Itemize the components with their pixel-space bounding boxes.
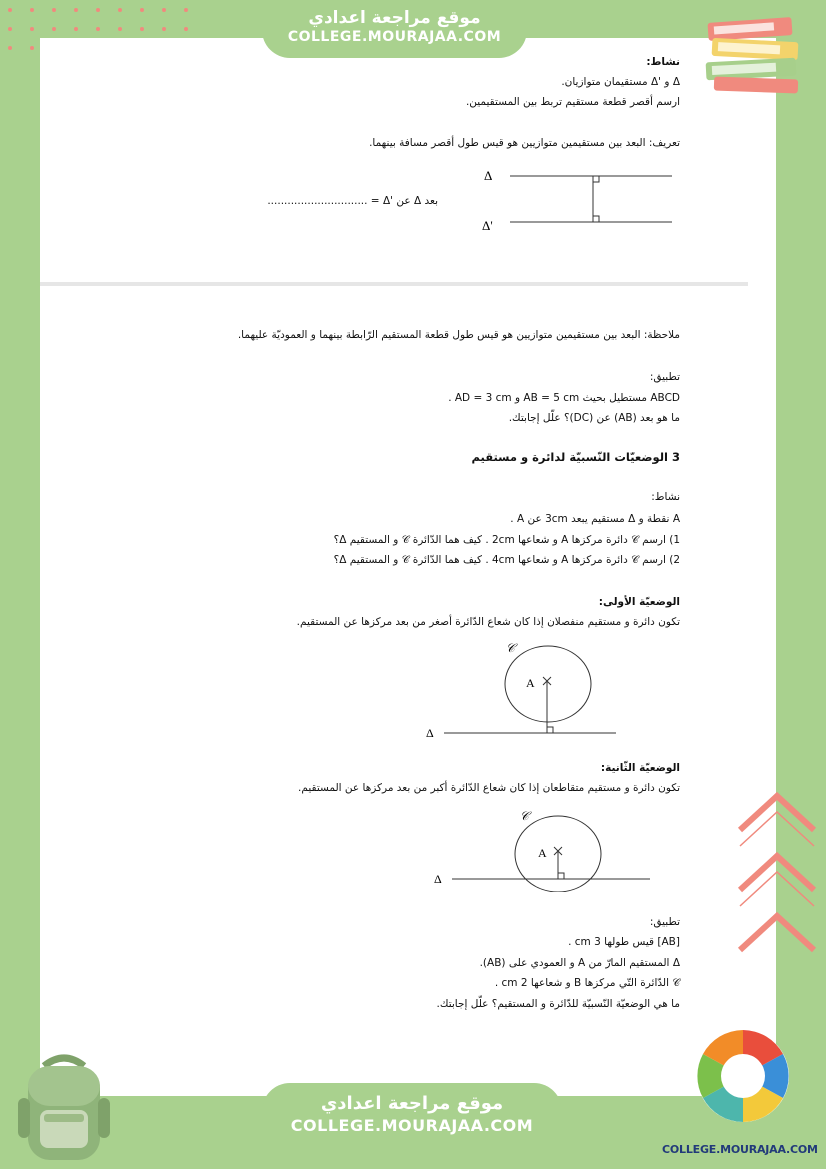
activity1-line2: ارسم أقصر قطعة مستقيم تربط بين المستقيمين. <box>465 96 680 108</box>
application1-line1: ABCD مستطيل بحيث AB = 5 cm و AD = 3 cm . <box>448 392 680 404</box>
logo-caption: COLLEGE.MOURAJAA.COM <box>662 1143 818 1156</box>
section-3-heading: 3 الوضعيّات النّسبيّة لدائرة و مستقيم <box>471 450 680 464</box>
parallel-lines-figure <box>470 162 680 234</box>
application2-line3: 𝒞 الدّائرة التّي مركزها B و شعاعها 2 cm . <box>494 977 680 989</box>
center-label: A <box>526 676 535 690</box>
site-name: موقع مراجعة اعدادي <box>308 8 481 28</box>
circle-intersect-figure <box>430 806 654 892</box>
site-url-bottom[interactable]: COLLEGE.MOURAJAA.COM <box>290 1116 534 1135</box>
case2-text: تكون دائرة و مستقيم متقاطعان إذا كان شعاع الدّائرة أكبر من بعد مركزها عن المستقيم. <box>298 782 680 794</box>
distance-label: بعد Δ عن 'Δ = .............................. <box>267 195 438 207</box>
delta-prime-label: Δ' <box>482 218 493 233</box>
center-label-2: A <box>538 846 547 860</box>
site-url[interactable]: COLLEGE.MOURAJAA.COM <box>287 29 502 45</box>
activity2-title: نشاط: <box>651 491 680 503</box>
chevron-up-icon <box>732 790 822 960</box>
delta-label-2: Δ <box>426 726 434 740</box>
top-banner <box>262 0 527 58</box>
activity1-line1: Δ و 'Δ مستقيمان متوازيان. <box>561 76 680 88</box>
activity1-title: نشاط: <box>646 56 680 68</box>
activity2-line1: A نقطة و Δ مستقيم يبعد 3cm عن A . <box>510 513 680 525</box>
case1-title: الوضعيّة الأولى: <box>598 596 680 608</box>
application2-line1: [AB] قيس طولها 3 cm . <box>568 936 680 948</box>
activity2-line2: 1) ارسم 𝒞 دائرة مركزها A و شعاعها 2cm . كيف هما الدّائرة 𝒞 و المستقيم Δ؟ <box>333 534 680 546</box>
circle-separate-figure <box>420 636 620 744</box>
application1-title: تطبيق: <box>649 371 680 383</box>
note-text: ملاحظة: البعد بين مستقيمين متوازيين هو قيس طول قطعة المستقيم الرّابطة بينهما و العموديّة عليهما. <box>237 329 680 341</box>
site-name-bottom: موقع مراجعة اعدادي <box>320 1093 504 1114</box>
delta-label-3: Δ <box>434 872 442 886</box>
definition-text: تعريف: البعد بين مستقيمين متوازيين هو قيس طول أقصر مسافة بينهما. <box>369 137 680 149</box>
application2-line2: Δ المستقيم المارّ من A و العمودي على (AB). <box>479 957 680 969</box>
application2-title: تطبيق: <box>649 916 680 928</box>
backpack-icon <box>14 1052 114 1164</box>
delta-label: Δ <box>484 168 493 183</box>
books-icon <box>704 14 804 96</box>
application1-line2: ما هو بعد (AB) عن (DC)؟ علّل إجابتك. <box>508 412 680 424</box>
bottom-banner <box>262 1083 562 1169</box>
case2-title: الوضعيّة الثّانية: <box>600 762 680 774</box>
separator <box>40 282 748 286</box>
circle-label-2: 𝒞 <box>520 809 529 823</box>
school-logo-icon <box>695 1028 791 1124</box>
circle-label: 𝒞 <box>506 641 515 655</box>
case1-text: تكون دائرة و مستقيم منفصلان إذا كان شعاع الدّائرة أصغر من بعد مركزها عن المستقيم. <box>296 616 680 628</box>
activity2-line3: 2) ارسم 𝒞 دائرة مركزها A و شعاعها 4cm . كيف هما الدّائرة 𝒞 و المستقيم Δ؟ <box>333 554 680 566</box>
application2-line4: ما هي الوضعيّة النّسبيّة للدّائرة و المستقيم؟ علّل إجابتك. <box>436 998 680 1010</box>
